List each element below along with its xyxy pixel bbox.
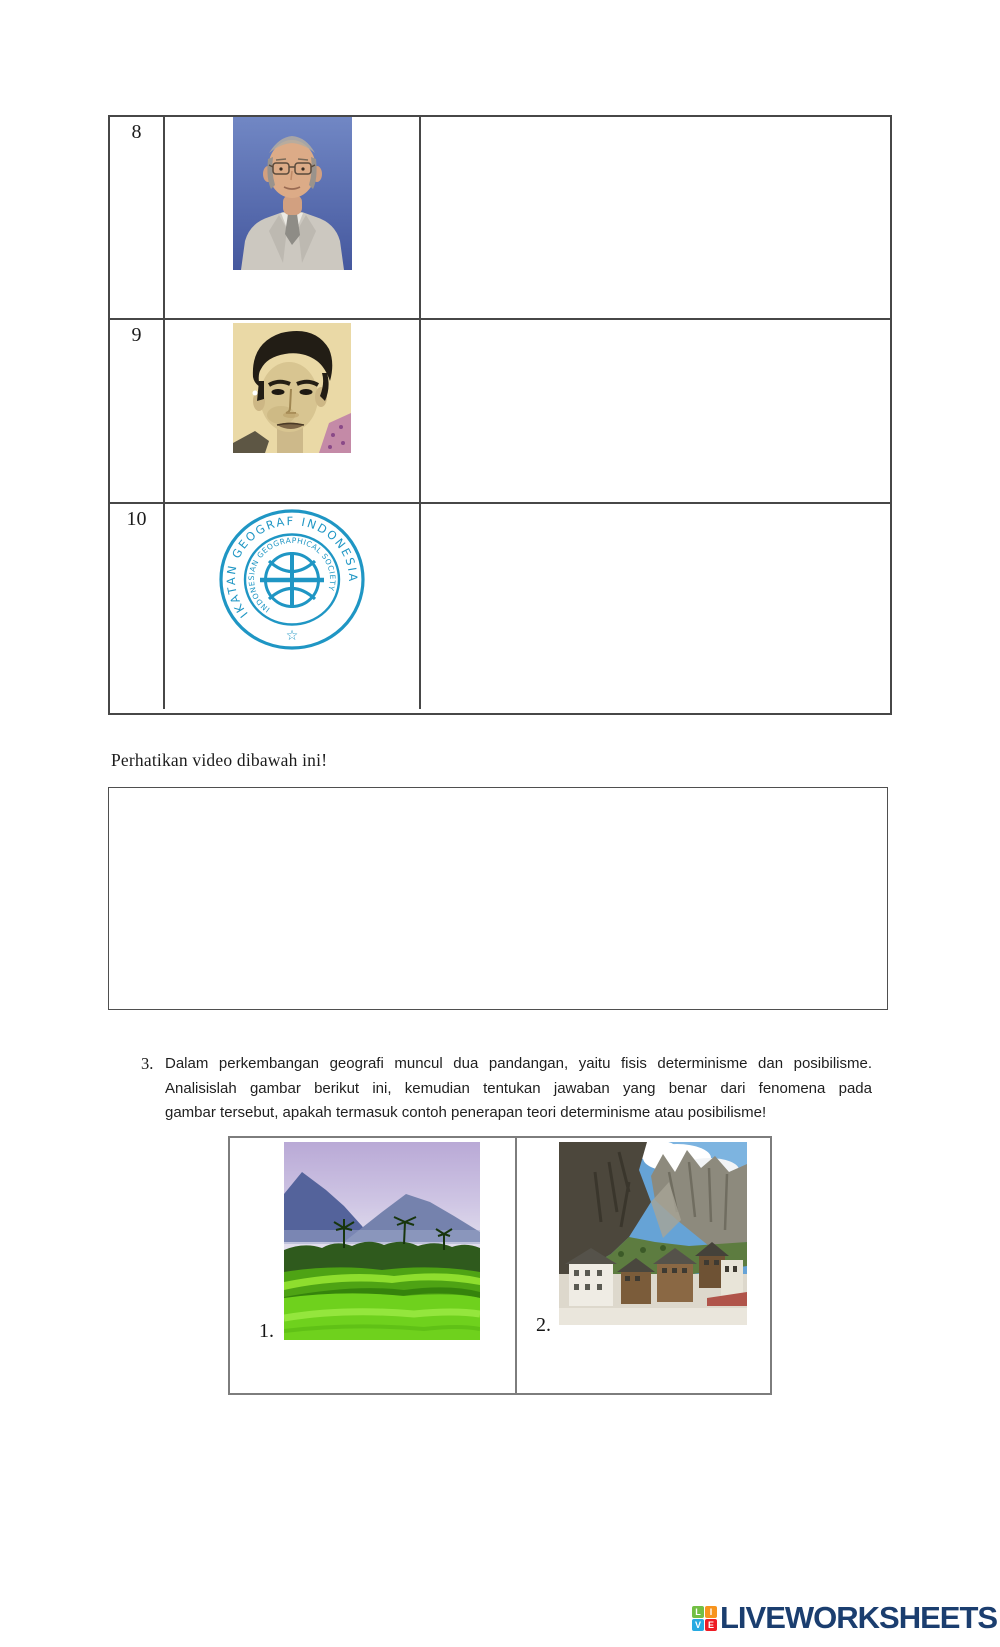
liveworksheets-squares-icon xyxy=(692,1606,717,1631)
picture-table xyxy=(228,1136,772,1395)
igi-outer-ring-text: IKATAN GEOGRAF INDONESIA xyxy=(223,513,361,621)
image-cell xyxy=(165,320,421,502)
video-placeholder[interactable] xyxy=(108,787,888,1010)
row-number: 9 xyxy=(110,320,165,502)
image-cell xyxy=(165,504,421,709)
question-line: Dalam perkembangan geografi muncul dua pandangan, yaitu fisis determinisme dan posibilisme. xyxy=(165,1055,872,1072)
rice-terraces-photo xyxy=(284,1142,480,1340)
video-instruction: Perhatikan video dibawah ini! xyxy=(111,750,328,770)
question-text xyxy=(165,1052,872,1126)
question-number: 3. xyxy=(141,1054,154,1073)
answer-cell[interactable] xyxy=(421,504,890,709)
answer-cell[interactable] xyxy=(421,117,890,318)
question-line: Analisislah gambar berikut ini, kemudian tentukan jawaban yang benar dari fenomena pada xyxy=(165,1079,872,1097)
answer-table xyxy=(108,115,892,715)
brand-square-v: V xyxy=(692,1619,704,1631)
portrait-elderly-man-gray-suit xyxy=(233,117,352,270)
table-row xyxy=(110,117,890,320)
picture-label: 2. xyxy=(536,1314,551,1336)
table-row xyxy=(110,504,890,709)
table-row xyxy=(110,320,890,504)
answer-cell[interactable] xyxy=(421,320,890,502)
image-cell xyxy=(165,117,421,318)
brand-square-i: I xyxy=(705,1606,717,1618)
row-number: 8 xyxy=(110,117,165,318)
igi-inner-ring-text: INDONESIAN GEOGRAPHICAL SOCIETY xyxy=(246,535,338,615)
question-line: gambar tersebut, apakah termasuk contoh penerapan teori determinisme atau posibilisme! xyxy=(165,1104,767,1122)
liveworksheets-logo[interactable] xyxy=(692,1600,998,1635)
globe-icon xyxy=(260,552,324,608)
row-number: 10 xyxy=(110,504,165,709)
brand-square-l: L xyxy=(692,1606,704,1618)
brand-square-e: E xyxy=(705,1619,717,1631)
brand-wordmark: LIVEWORKSHEETS xyxy=(720,1600,998,1635)
portrait-man-sepia-photo xyxy=(233,323,351,453)
star-icon: ☆ xyxy=(285,628,299,644)
picture-cell xyxy=(517,1138,770,1393)
picture-cell xyxy=(230,1138,517,1393)
picture-label: 1. xyxy=(259,1320,274,1342)
alpine-village-photo xyxy=(559,1142,747,1325)
igi-society-logo xyxy=(217,508,367,651)
